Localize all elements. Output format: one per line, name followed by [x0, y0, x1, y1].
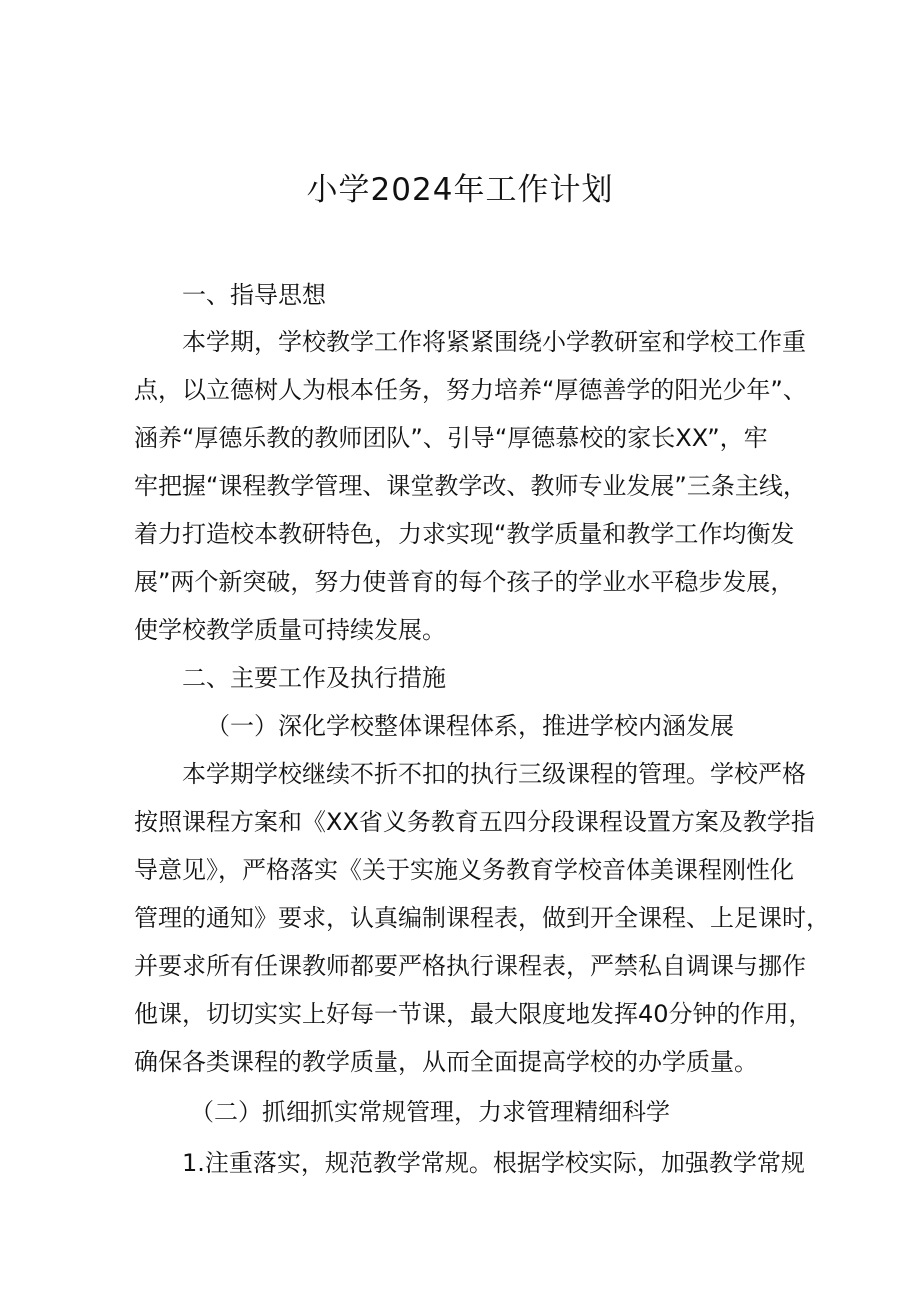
section-heading-main-work: 二、主要工作及执行措施: [182, 664, 446, 692]
paragraph-line: 涵养“厚德乐教的教师团队”、引导“厚德慕校的家长XX”，牢: [134, 424, 768, 452]
paragraph-line: 使学校教学质量可持续发展。: [134, 616, 446, 644]
paragraph-line: 并要求所有任课教师都要严格执行课程表，严禁私自调课与挪作: [134, 952, 806, 980]
paragraph-line: 本学期学校继续不折不扣的执行三级课程的管理。学校严格: [182, 760, 806, 788]
paragraph-line: 他课，切切实实上好每一节课，最大限度地发挥40分钟的作用，: [134, 1000, 813, 1028]
subsection-heading-curriculum: （一）深化学校整体课程体系，推进学校内涵发展: [206, 712, 734, 740]
paragraph-line: 导意见》，严格落实《关于实施义务教育学校音体美课程刚性化: [134, 856, 794, 884]
paragraph-line: 按照课程方案和《XX省义务教育五四分段课程设置方案及教学指: [134, 808, 815, 836]
paragraph-line: 本学期，学校教学工作将紧紧围绕小学教研室和学校工作重: [182, 328, 806, 356]
paragraph-line: 着力打造校本教研特色，力求实现“教学质量和教学工作均衡发: [134, 520, 795, 548]
paragraph-line: 牢把握“课程教学管理、课堂教学改、教师专业发展”三条主线，: [134, 472, 807, 500]
paragraph-line: 展”两个新突破，努力使普育的每个孩子的学业水平稳步发展，: [134, 568, 795, 596]
paragraph-line: 确保各类课程的教学质量，从而全面提高学校的办学质量。: [134, 1048, 758, 1076]
paragraph-line: 管理的通知》要求，认真编制课程表，做到开全课程、上足课时，: [134, 904, 830, 932]
document-title: 小学2024年工作计划: [306, 172, 614, 208]
subsection-heading-routine-management: （二）抓细抓实常规管理，力求管理精细科学: [190, 1098, 670, 1126]
paragraph-line: 点，以立德树人为根本任务，努力培养“厚德善学的阳光少年”、: [134, 376, 807, 404]
paragraph-line: 1.注重落实，规范教学常规。根据学校实际，加强教学常规: [182, 1149, 805, 1177]
section-heading-guiding-ideology: 一、指导思想: [182, 281, 326, 309]
